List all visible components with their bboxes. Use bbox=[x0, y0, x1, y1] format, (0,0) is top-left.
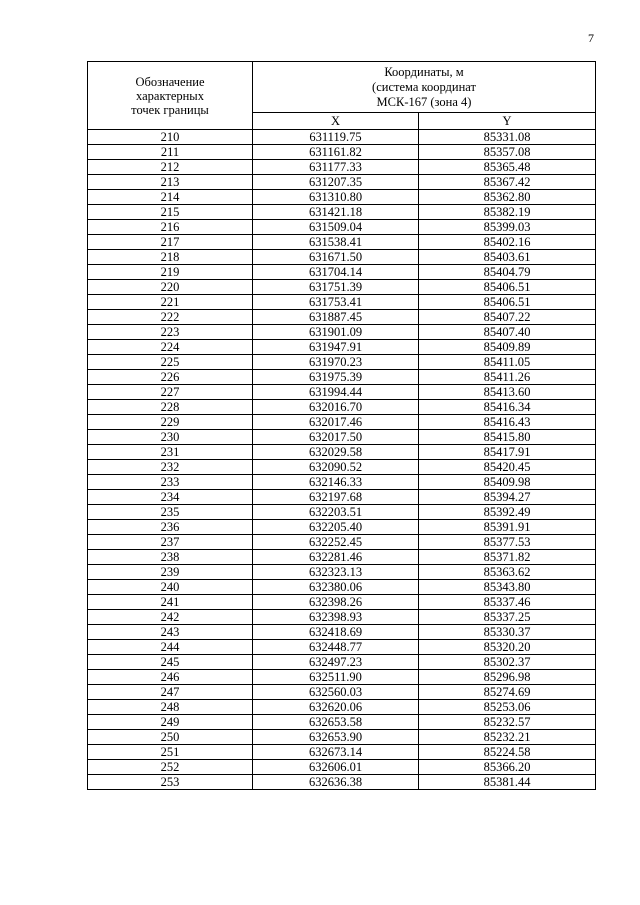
point-number-cell: 227 bbox=[88, 385, 253, 400]
x-coordinate-cell: 632380.06 bbox=[253, 580, 419, 595]
point-number-cell: 213 bbox=[88, 175, 253, 190]
y-coordinate-cell: 85362.80 bbox=[419, 190, 596, 205]
coords-header-line-1: Координаты, м bbox=[384, 64, 464, 79]
table-row bbox=[88, 460, 596, 475]
x-coordinate-cell: 632673.14 bbox=[253, 745, 419, 760]
table-row bbox=[88, 625, 596, 640]
point-designation-header bbox=[88, 62, 253, 130]
table-row bbox=[88, 490, 596, 505]
point-number-cell: 247 bbox=[88, 685, 253, 700]
y-coordinate-cell: 85420.45 bbox=[419, 460, 596, 475]
x-coordinate-cell: 632511.90 bbox=[253, 670, 419, 685]
table-row bbox=[88, 175, 596, 190]
point-number-cell: 251 bbox=[88, 745, 253, 760]
table-row bbox=[88, 355, 596, 370]
table-row bbox=[88, 745, 596, 760]
point-number-cell: 238 bbox=[88, 550, 253, 565]
table-row bbox=[88, 655, 596, 670]
point-number-cell: 236 bbox=[88, 520, 253, 535]
x-coordinate-cell: 631887.45 bbox=[253, 310, 419, 325]
point-number-cell: 248 bbox=[88, 700, 253, 715]
x-coordinate-cell: 632017.50 bbox=[253, 430, 419, 445]
y-coordinate-cell: 85399.03 bbox=[419, 220, 596, 235]
table-row bbox=[88, 730, 596, 745]
point-number-cell: 211 bbox=[88, 145, 253, 160]
x-coordinate-cell: 632606.01 bbox=[253, 760, 419, 775]
y-coordinate-cell: 85367.42 bbox=[419, 175, 596, 190]
x-coordinate-cell: 631119.75 bbox=[253, 130, 419, 145]
coords-header-line-2: (система координат bbox=[372, 79, 476, 94]
x-coordinate-cell: 631970.23 bbox=[253, 355, 419, 370]
point-number-cell: 245 bbox=[88, 655, 253, 670]
x-coordinate-cell: 631947.91 bbox=[253, 340, 419, 355]
point-number-cell: 223 bbox=[88, 325, 253, 340]
point-number-cell: 217 bbox=[88, 235, 253, 250]
x-coordinate-cell: 632398.93 bbox=[253, 610, 419, 625]
table-row bbox=[88, 400, 596, 415]
point-number-cell: 239 bbox=[88, 565, 253, 580]
table-row bbox=[88, 670, 596, 685]
point-header-line-3: точек границы bbox=[131, 102, 209, 117]
y-coordinate-cell: 85357.08 bbox=[419, 145, 596, 160]
table-row bbox=[88, 280, 596, 295]
table-row bbox=[88, 640, 596, 655]
x-coordinate-cell: 631509.04 bbox=[253, 220, 419, 235]
point-number-cell: 222 bbox=[88, 310, 253, 325]
coordinates-header bbox=[253, 62, 596, 113]
point-number-cell: 242 bbox=[88, 610, 253, 625]
y-coordinate-cell: 85331.08 bbox=[419, 130, 596, 145]
table-row bbox=[88, 520, 596, 535]
x-coordinate-cell: 632146.33 bbox=[253, 475, 419, 490]
table-row bbox=[88, 370, 596, 385]
point-number-cell: 253 bbox=[88, 775, 253, 790]
x-coordinate-cell: 631901.09 bbox=[253, 325, 419, 340]
x-coordinate-cell: 632203.51 bbox=[253, 505, 419, 520]
header-row-top bbox=[88, 62, 596, 113]
y-coordinate-cell: 85320.20 bbox=[419, 640, 596, 655]
y-coordinate-cell: 85377.53 bbox=[419, 535, 596, 550]
x-coordinate-cell: 632205.40 bbox=[253, 520, 419, 535]
point-number-cell: 219 bbox=[88, 265, 253, 280]
x-coordinate-cell: 632653.90 bbox=[253, 730, 419, 745]
y-coordinate-cell: 85232.57 bbox=[419, 715, 596, 730]
table-row bbox=[88, 205, 596, 220]
x-coordinate-cell: 631177.33 bbox=[253, 160, 419, 175]
point-number-cell: 235 bbox=[88, 505, 253, 520]
point-number-cell: 233 bbox=[88, 475, 253, 490]
y-coordinate-cell: 85253.06 bbox=[419, 700, 596, 715]
table-header bbox=[88, 62, 596, 130]
point-number-cell: 249 bbox=[88, 715, 253, 730]
point-number-cell: 229 bbox=[88, 415, 253, 430]
point-number-cell: 243 bbox=[88, 625, 253, 640]
point-number-cell: 221 bbox=[88, 295, 253, 310]
y-coordinate-cell: 85413.60 bbox=[419, 385, 596, 400]
y-coordinate-cell: 85330.37 bbox=[419, 625, 596, 640]
x-coordinate-cell: 631421.18 bbox=[253, 205, 419, 220]
x-coordinate-cell: 631751.39 bbox=[253, 280, 419, 295]
y-coordinate-cell: 85371.82 bbox=[419, 550, 596, 565]
point-header-line-2: характерных bbox=[136, 88, 204, 103]
point-number-cell: 252 bbox=[88, 760, 253, 775]
table-row bbox=[88, 595, 596, 610]
x-coordinate-cell: 631671.50 bbox=[253, 250, 419, 265]
table-row bbox=[88, 550, 596, 565]
y-coordinate-cell: 85407.22 bbox=[419, 310, 596, 325]
table-row bbox=[88, 385, 596, 400]
x-coordinate-cell: 632448.77 bbox=[253, 640, 419, 655]
table-row bbox=[88, 475, 596, 490]
point-header-line-1: Обозначение bbox=[135, 74, 205, 89]
y-coordinate-cell: 85404.79 bbox=[419, 265, 596, 280]
x-coordinate-cell: 632090.52 bbox=[253, 460, 419, 475]
x-coordinate-cell: 631994.44 bbox=[253, 385, 419, 400]
y-coordinate-cell: 85409.98 bbox=[419, 475, 596, 490]
point-number-cell: 244 bbox=[88, 640, 253, 655]
x-coordinate-cell: 632560.03 bbox=[253, 685, 419, 700]
x-coordinate-cell: 631207.35 bbox=[253, 175, 419, 190]
y-coordinate-cell: 85382.19 bbox=[419, 205, 596, 220]
y-coordinate-cell: 85402.16 bbox=[419, 235, 596, 250]
table-row bbox=[88, 610, 596, 625]
y-coordinate-cell: 85416.43 bbox=[419, 415, 596, 430]
y-coordinate-cell: 85224.58 bbox=[419, 745, 596, 760]
y-coordinate-cell: 85343.80 bbox=[419, 580, 596, 595]
x-coordinate-cell: 632497.23 bbox=[253, 655, 419, 670]
point-number-cell: 216 bbox=[88, 220, 253, 235]
x-coordinate-cell: 632029.58 bbox=[253, 445, 419, 460]
point-number-cell: 228 bbox=[88, 400, 253, 415]
x-coordinate-cell: 631310.80 bbox=[253, 190, 419, 205]
table-row bbox=[88, 700, 596, 715]
table-row bbox=[88, 250, 596, 265]
point-number-cell: 212 bbox=[88, 160, 253, 175]
coords-header-line-3: МСК-167 (зона 4) bbox=[376, 94, 472, 109]
table-row bbox=[88, 535, 596, 550]
y-coordinate-cell: 85407.40 bbox=[419, 325, 596, 340]
x-coordinate-cell: 631538.41 bbox=[253, 235, 419, 250]
table-row bbox=[88, 325, 596, 340]
table-row bbox=[88, 340, 596, 355]
table-row bbox=[88, 190, 596, 205]
point-number-cell: 215 bbox=[88, 205, 253, 220]
table-row bbox=[88, 415, 596, 430]
table-row bbox=[88, 430, 596, 445]
y-coordinate-cell: 85296.98 bbox=[419, 670, 596, 685]
point-number-cell: 226 bbox=[88, 370, 253, 385]
point-number-cell: 230 bbox=[88, 430, 253, 445]
table-row bbox=[88, 265, 596, 280]
table-row bbox=[88, 310, 596, 325]
y-coordinate-cell: 85366.20 bbox=[419, 760, 596, 775]
x-coordinate-cell: 632398.26 bbox=[253, 595, 419, 610]
x-coordinate-cell: 632418.69 bbox=[253, 625, 419, 640]
table-row bbox=[88, 130, 596, 145]
y-coordinate-cell: 85403.61 bbox=[419, 250, 596, 265]
y-coordinate-cell: 85363.62 bbox=[419, 565, 596, 580]
table-row bbox=[88, 235, 596, 250]
table-row bbox=[88, 505, 596, 520]
table-row bbox=[88, 760, 596, 775]
y-axis-header: Y bbox=[419, 113, 596, 130]
x-coordinate-cell: 632016.70 bbox=[253, 400, 419, 415]
y-coordinate-cell: 85415.80 bbox=[419, 430, 596, 445]
x-coordinate-cell: 632017.46 bbox=[253, 415, 419, 430]
y-coordinate-cell: 85406.51 bbox=[419, 295, 596, 310]
y-coordinate-cell: 85416.34 bbox=[419, 400, 596, 415]
x-coordinate-cell: 631975.39 bbox=[253, 370, 419, 385]
y-coordinate-cell: 85391.91 bbox=[419, 520, 596, 535]
point-number-cell: 232 bbox=[88, 460, 253, 475]
x-coordinate-cell: 632323.13 bbox=[253, 565, 419, 580]
table-row bbox=[88, 145, 596, 160]
point-number-cell: 240 bbox=[88, 580, 253, 595]
y-coordinate-cell: 85232.21 bbox=[419, 730, 596, 745]
coordinates-table bbox=[87, 61, 596, 790]
point-number-cell: 241 bbox=[88, 595, 253, 610]
x-coordinate-cell: 631704.14 bbox=[253, 265, 419, 280]
table-row bbox=[88, 445, 596, 460]
x-axis-header: X bbox=[253, 113, 419, 130]
point-number-cell: 220 bbox=[88, 280, 253, 295]
point-number-cell: 250 bbox=[88, 730, 253, 745]
table-row bbox=[88, 160, 596, 175]
y-coordinate-cell: 85274.69 bbox=[419, 685, 596, 700]
table-row bbox=[88, 775, 596, 790]
table-row bbox=[88, 580, 596, 595]
y-coordinate-cell: 85381.44 bbox=[419, 775, 596, 790]
table-row bbox=[88, 715, 596, 730]
y-coordinate-cell: 85337.46 bbox=[419, 595, 596, 610]
point-number-cell: 210 bbox=[88, 130, 253, 145]
point-number-cell: 234 bbox=[88, 490, 253, 505]
y-coordinate-cell: 85365.48 bbox=[419, 160, 596, 175]
x-coordinate-cell: 632620.06 bbox=[253, 700, 419, 715]
y-coordinate-cell: 85337.25 bbox=[419, 610, 596, 625]
table-row bbox=[88, 295, 596, 310]
point-number-cell: 224 bbox=[88, 340, 253, 355]
point-number-cell: 231 bbox=[88, 445, 253, 460]
x-coordinate-cell: 631161.82 bbox=[253, 145, 419, 160]
x-coordinate-cell: 632197.68 bbox=[253, 490, 419, 505]
point-number-cell: 214 bbox=[88, 190, 253, 205]
y-coordinate-cell: 85394.27 bbox=[419, 490, 596, 505]
x-coordinate-cell: 632653.58 bbox=[253, 715, 419, 730]
table-row bbox=[88, 685, 596, 700]
point-number-cell: 246 bbox=[88, 670, 253, 685]
x-coordinate-cell: 632636.38 bbox=[253, 775, 419, 790]
y-coordinate-cell: 85406.51 bbox=[419, 280, 596, 295]
table-row bbox=[88, 220, 596, 235]
y-coordinate-cell: 85411.05 bbox=[419, 355, 596, 370]
table-body bbox=[88, 130, 596, 790]
y-coordinate-cell: 85392.49 bbox=[419, 505, 596, 520]
x-coordinate-cell: 632252.45 bbox=[253, 535, 419, 550]
point-number-cell: 237 bbox=[88, 535, 253, 550]
table-row bbox=[88, 565, 596, 580]
point-number-cell: 218 bbox=[88, 250, 253, 265]
y-coordinate-cell: 85411.26 bbox=[419, 370, 596, 385]
x-coordinate-cell: 631753.41 bbox=[253, 295, 419, 310]
page-number: 7 bbox=[588, 31, 594, 45]
point-number-cell: 225 bbox=[88, 355, 253, 370]
y-coordinate-cell: 85302.37 bbox=[419, 655, 596, 670]
y-coordinate-cell: 85409.89 bbox=[419, 340, 596, 355]
y-coordinate-cell: 85417.91 bbox=[419, 445, 596, 460]
x-coordinate-cell: 632281.46 bbox=[253, 550, 419, 565]
